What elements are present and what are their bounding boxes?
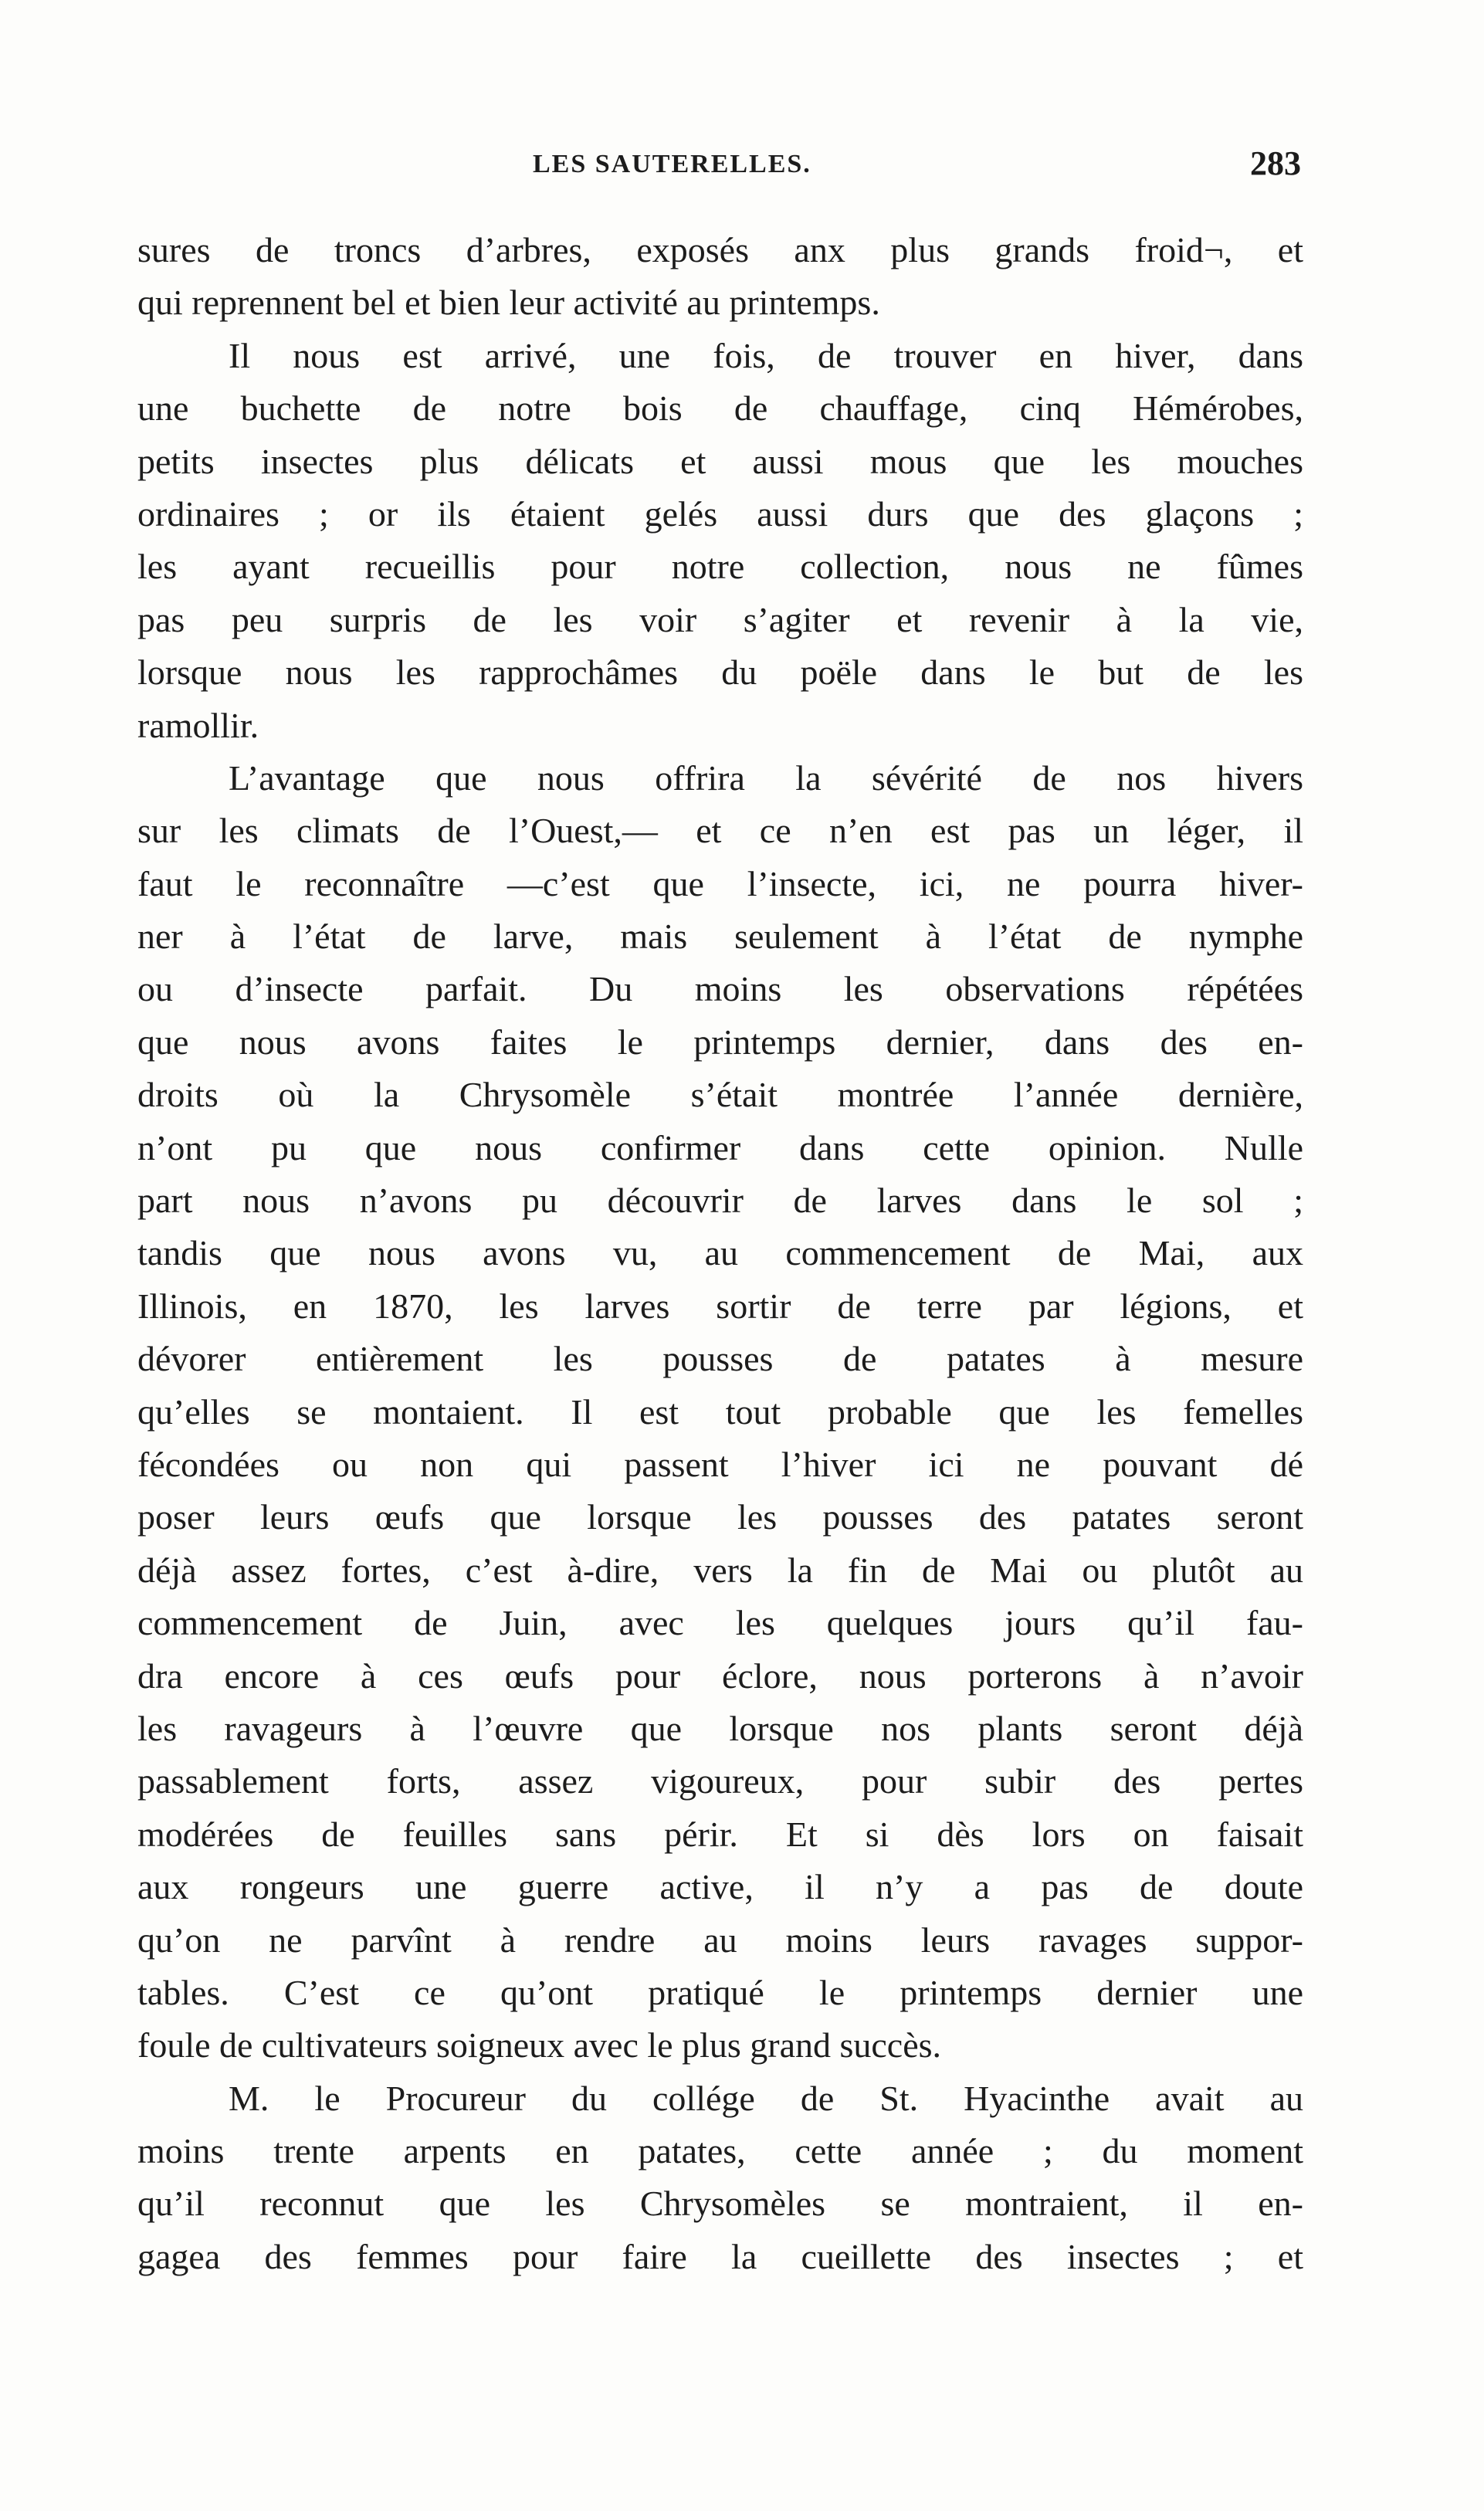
text-line: M. le Procureur du collége de St. Hyacinthe avait au [229, 2078, 1303, 2118]
text-line: droits où la Chrysomèle s’était montrée l’année dernière, [137, 1075, 1303, 1115]
text-line: moins trente arpents en patates, cette année ; du moment [137, 2131, 1303, 2171]
text-line: dra encore à ces œufs pour éclore, nous porterons à n’avoir [137, 1655, 1303, 1696]
page-number: 283 [1250, 144, 1301, 182]
text-line: tandis que nous avons vu, au commencement de Mai, aux [137, 1233, 1303, 1273]
text-line: part nous n’avons pu découvrir de larves dans le sol ; [137, 1181, 1303, 1221]
text-line: n’ont pu que nous confirmer dans cette opinion. Nulle [137, 1127, 1303, 1167]
text-line: aux rongeurs une guerre active, il n’y a pas de doute [137, 1867, 1303, 1907]
text-line: qu’elles se montaient. Il est tout probable que les femelles [137, 1391, 1303, 1432]
text-line: passablement forts, assez vigoureux, pour subir des pertes [137, 1761, 1303, 1801]
text-line: gagea des femmes pour faire la cueillette des insectes ; et [137, 2236, 1303, 2276]
text-line: ou d’insecte parfait. Du moins les observations répétées [137, 969, 1303, 1009]
running-title: LES SAUTERELLES. [533, 150, 811, 178]
text-line: ner à l’état de larve, mais seulement à l’état de nymphe [137, 917, 1303, 957]
text-line: fécondées ou non qui passent l’hiver ici ne pouvant dé [137, 1444, 1303, 1484]
text-line: sures de troncs d’arbres, exposés anx plus grands froid¬, et [137, 230, 1303, 269]
text-line: ramollir. [137, 705, 259, 745]
text-line: pas peu surpris de les voir s’agiter et revenir à la vie, [137, 599, 1303, 639]
text-line: poser leurs œufs que lorsque les pousses des patates seront [137, 1497, 1303, 1537]
text-line: L’avantage que nous offrira la sévérité de nos hivers [229, 757, 1303, 798]
text-line: les ravageurs à l’œuvre que lorsque nos plants seront déjà [137, 1708, 1303, 1748]
text-line: qu’il reconnut que les Chrysomèles se montraient, il en- [137, 2184, 1303, 2224]
text-line: Illinois, en 1870, les larves sortir de terre par légions, et [137, 1286, 1303, 1326]
text-line: dévorer entièrement les pousses de patates à mesure [137, 1339, 1303, 1379]
text-line: qu’on ne parvînt à rendre au moins leurs ravages suppor- [137, 1920, 1303, 1960]
text-line: que nous avons faites le printemps dernier, dans des en- [137, 1022, 1303, 1062]
page-header [139, 144, 1301, 190]
text-line: foule de cultivateurs soigneux avec le plus grand succès. [137, 2025, 942, 2065]
text-line: déjà assez fortes, c’est à-dire, vers la fin de Mai ou plutôt au [137, 1550, 1303, 1590]
text-line: faut le reconnaître —c’est que l’insecte, ici, ne pourra hiver- [137, 863, 1303, 903]
text-line: une buchette de notre bois de chauffage, cinq Hémérobes, [137, 388, 1303, 429]
text-line: qui reprennent bel et bien leur activité au printemps. [137, 283, 880, 323]
body-text [137, 224, 1303, 2283]
text-line: les ayant recueillis pour notre collection, nous ne fûmes [137, 547, 1303, 587]
text-line: Il nous est arrivé, une fois, de trouver en hiver, dans [229, 335, 1303, 375]
text-line: tables. C’est ce qu’ont pratiqué le printemps dernier une [137, 1972, 1303, 2012]
text-line: lorsque nous les rapprochâmes du poële dans le but de les [137, 652, 1303, 693]
text-line: ordinaires ; or ils étaient gelés aussi durs que des glaçons ; [137, 493, 1303, 534]
text-line: commencement de Juin, avec les quelques jours qu’il fau- [137, 1603, 1303, 1643]
text-line: petits insectes plus délicats et aussi mous que les mouches [137, 441, 1303, 481]
text-line: modérées de feuilles sans périr. Et si dès lors on faisait [137, 1814, 1303, 1854]
text-line: sur les climats de l’Ouest,— et ce n’en est pas un léger, il [137, 811, 1303, 851]
